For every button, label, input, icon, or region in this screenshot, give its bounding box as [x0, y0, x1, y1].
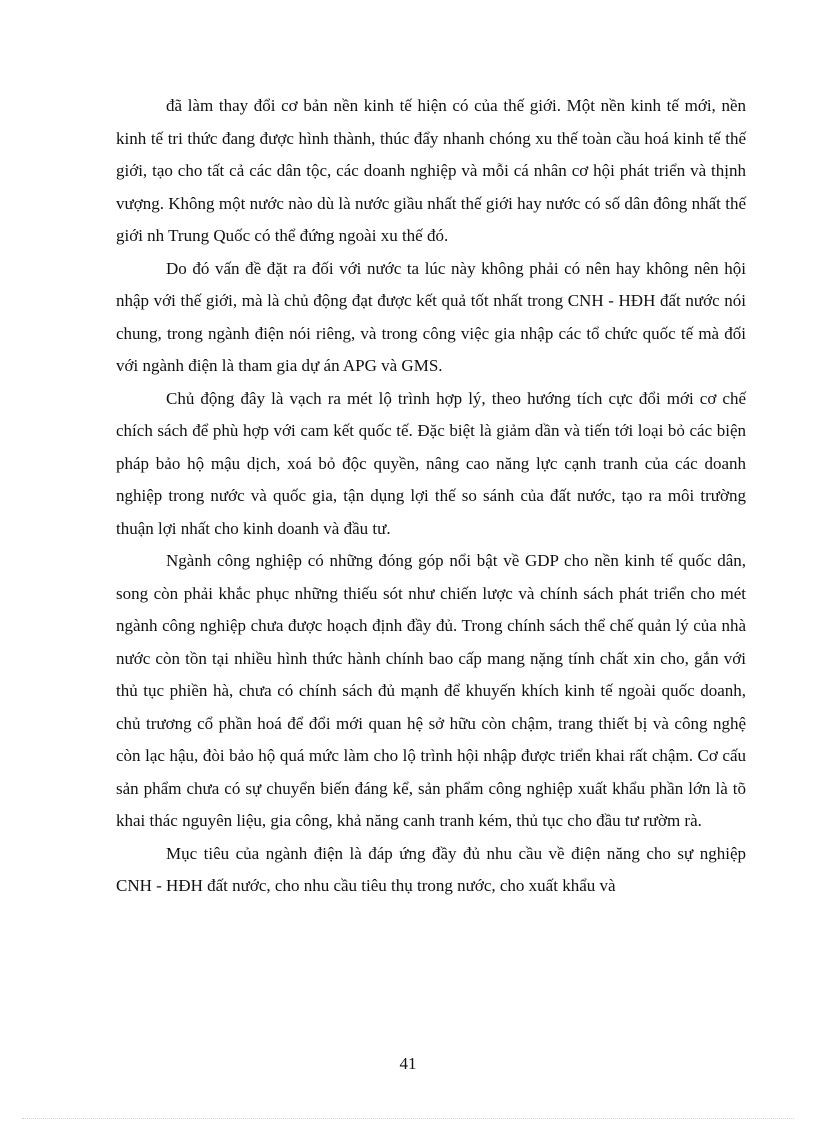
- paragraph-3: Chủ động đây là vạch ra mét lộ trình hợp lý, theo hướng tích cực đổi mới cơ chế chích sách để phù hợp với cam kết quốc tế. Đặc biệt là giảm dần và tiến tới loại bỏ các biện pháp bảo hộ mậu dịch, xoá bỏ độc quyền, nâng cao năng lực cạnh tranh của các doanh nghiệp trong nước và quốc gia, tận dụng lợi thế so sánh của đất nước, tạo ra môi trường thuận lợi nhất cho kinh doanh và đầu tư.: [116, 388, 746, 538]
- paragraph-2: Do đó vấn đề đặt ra đối với nước ta lúc này không phải có nên hay không nên hội nhập với thế giới, mà là chủ động đạt được kết quả tốt nhất trong CNH - HĐH đất nước nói chung, trong ngành điện nói riêng, và trong công việc gia nhập các tổ chức quốc tế mà đối với ngành điện là tham gia dự án APG và GMS.: [116, 258, 746, 375]
- paragraph-5: Mục tiêu của ngành điện là đáp ứng đầy đủ nhu cầu về điện năng cho sự nghiệp CNH - HĐH đất nước, cho nhu cầu tiêu thụ trong nước, cho xuất khẩu và: [116, 843, 746, 895]
- document-body: [116, 90, 746, 903]
- page-bottom-rule: [22, 1118, 794, 1119]
- paragraph-1: đã làm thay đổi cơ bản nền kinh tế hiện có của thế giới. Một nền kinh tế mới, nền kinh tế tri thức đang được hình thành, thúc đẩy nhanh chóng xu thế toàn cầu hoá kinh tế thế giới, tạo cho tất cả các dân tộc, các doanh nghiệp và mỗi cá nhân cơ hội phát triển và thịnh vượng. Không một nước nào dù là nước giầu nhất thế giới hay nước có số dân đông nhất thế giới nh Trung Quốc có thể đứng ngoài xu thế đó.: [116, 96, 746, 245]
- paragraph-4: Ngành công nghiệp có những đóng góp nổi bật về GDP cho nền kinh tế quốc dân, song còn phải khắc phục những thiếu sót như chiến lược và chính sách phát triển cho mét ngành công nghiệp chưa được hoạch định đầy đủ. Trong chính sách thể chế quản lý của nhà nước còn tồn tại nhiều hình thức hành chính bao cấp mang nặng tính chất xin cho, gắn với thủ tục phiền hà, chưa có chính sách đủ mạnh để khuyến khích kinh tế ngoài quốc doanh, chủ trương cổ phần hoá để đổi mới quan hệ sở hữu còn chậm, trang thiết bị và công nghệ còn lạc hậu, đòi bảo hộ quá mức làm cho lộ trình hội nhập được triển khai rất chậm. Cơ cấu sản phẩm chưa có sự chuyển biến đáng kể, sản phẩm công nghiệp xuất khẩu phần lớn là tõ khai thác nguyên liệu, gia công, khả năng canh tranh kém, thủ tục cho đầu tư rườm rà.: [116, 551, 746, 830]
- page-number: 41: [399, 1054, 417, 1073]
